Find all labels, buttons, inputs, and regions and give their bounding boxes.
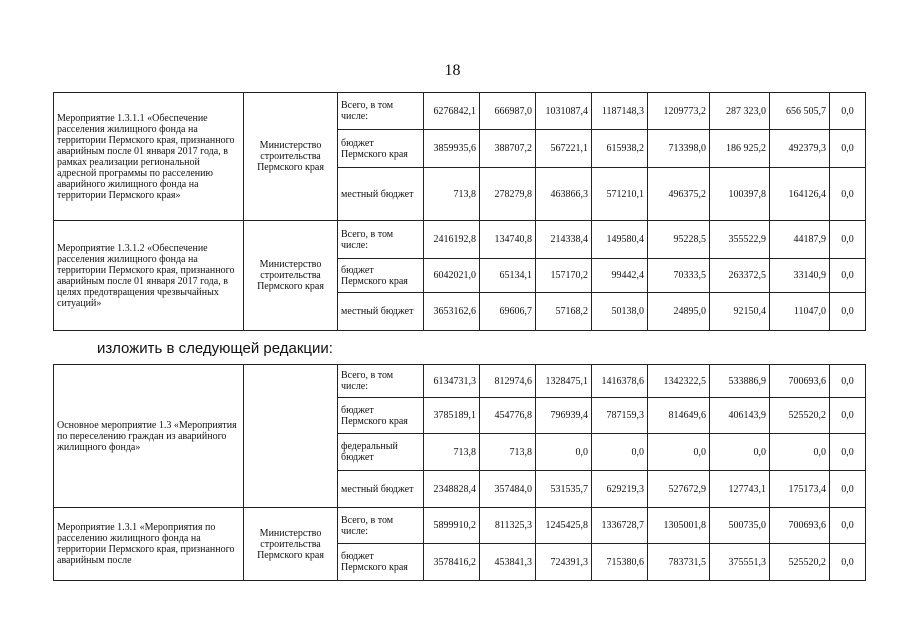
amount-cell: 2416192,8: [424, 221, 480, 259]
funding-source-cell: бюджет Пермского края: [338, 398, 424, 434]
amount-cell: 6276842,1: [424, 93, 480, 130]
executor-cell: Министерство строительства Пермского края: [244, 221, 338, 331]
amount-cell: 1305001,8: [648, 508, 710, 544]
executor-cell: Министерство строительства Пермского края: [244, 93, 338, 221]
amount-cell: 787159,3: [592, 398, 648, 434]
amount-cell: 1209773,2: [648, 93, 710, 130]
amount-cell: 0,0: [830, 365, 866, 398]
amount-cell: 533886,9: [710, 365, 770, 398]
amount-cell: 186 925,2: [710, 130, 770, 168]
funding-source-cell: местный бюджет: [338, 293, 424, 331]
amount-cell: 0,0: [830, 398, 866, 434]
amount-cell: 1416378,6: [592, 365, 648, 398]
amount-cell: 713,8: [424, 434, 480, 471]
executor-cell: [244, 365, 338, 508]
amount-cell: 796939,4: [536, 398, 592, 434]
amount-cell: 0,0: [830, 130, 866, 168]
amount-cell: 134740,8: [480, 221, 536, 259]
section-caption: изложить в следующей редакции:: [97, 340, 333, 357]
amount-cell: 287 323,0: [710, 93, 770, 130]
funding-source-cell: Всего, в том числе:: [338, 221, 424, 259]
amount-cell: 175173,4: [770, 471, 830, 508]
budget-table-new: [53, 364, 866, 581]
page-number: 18: [444, 62, 461, 79]
amount-cell: 375551,3: [710, 544, 770, 581]
amount-cell: 0,0: [710, 434, 770, 471]
amount-cell: 0,0: [830, 293, 866, 331]
funding-source-cell: бюджет Пермского края: [338, 130, 424, 168]
amount-cell: 783731,5: [648, 544, 710, 581]
amount-cell: 1031087,4: [536, 93, 592, 130]
amount-cell: 3785189,1: [424, 398, 480, 434]
activity-description: Мероприятие 1.3.1 «Мероприятия по расселению жилищного фонда на территории Пермского края, признанного аварийным после: [54, 508, 244, 581]
amount-cell: 0,0: [830, 508, 866, 544]
amount-cell: 1336728,7: [592, 508, 648, 544]
amount-cell: 5899910,2: [424, 508, 480, 544]
table-row: [54, 365, 866, 398]
funding-source-cell: федеральный бюджет: [338, 434, 424, 471]
table-row: [54, 508, 866, 544]
amount-cell: 92150,4: [710, 293, 770, 331]
amount-cell: 357484,0: [480, 471, 536, 508]
amount-cell: 724391,3: [536, 544, 592, 581]
amount-cell: 453841,3: [480, 544, 536, 581]
funding-source-cell: Всего, в том числе:: [338, 93, 424, 130]
amount-cell: 24895,0: [648, 293, 710, 331]
funding-source-cell: местный бюджет: [338, 471, 424, 508]
table-row: [54, 221, 866, 259]
amount-cell: 0,0: [830, 544, 866, 581]
amount-cell: 278279,8: [480, 168, 536, 221]
amount-cell: 263372,5: [710, 259, 770, 293]
amount-cell: 715380,6: [592, 544, 648, 581]
amount-cell: 713,8: [480, 434, 536, 471]
amount-cell: 157170,2: [536, 259, 592, 293]
budget-table-old: [53, 92, 866, 331]
executor-cell: Министерство строительства Пермского края: [244, 508, 338, 581]
amount-cell: 812974,6: [480, 365, 536, 398]
amount-cell: 492379,3: [770, 130, 830, 168]
funding-source-cell: Всего, в том числе:: [338, 365, 424, 398]
amount-cell: 33140,9: [770, 259, 830, 293]
amount-cell: 0,0: [770, 434, 830, 471]
funding-source-cell: Всего, в том числе:: [338, 508, 424, 544]
amount-cell: 656 505,7: [770, 93, 830, 130]
amount-cell: 11047,0: [770, 293, 830, 331]
amount-cell: 567221,1: [536, 130, 592, 168]
amount-cell: 571210,1: [592, 168, 648, 221]
amount-cell: 50138,0: [592, 293, 648, 331]
amount-cell: 100397,8: [710, 168, 770, 221]
amount-cell: 531535,7: [536, 471, 592, 508]
activity-description: Основное мероприятие 1.3 «Мероприятия по переселению граждан из аварийного жилищного фонда»: [54, 365, 244, 508]
amount-cell: 1342322,5: [648, 365, 710, 398]
amount-cell: 615938,2: [592, 130, 648, 168]
amount-cell: 463866,3: [536, 168, 592, 221]
amount-cell: 70333,5: [648, 259, 710, 293]
amount-cell: 3859935,6: [424, 130, 480, 168]
amount-cell: 0,0: [648, 434, 710, 471]
amount-cell: 6134731,3: [424, 365, 480, 398]
amount-cell: 149580,4: [592, 221, 648, 259]
amount-cell: 500735,0: [710, 508, 770, 544]
amount-cell: 814649,6: [648, 398, 710, 434]
amount-cell: 0,0: [830, 168, 866, 221]
amount-cell: 0,0: [830, 93, 866, 130]
amount-cell: 454776,8: [480, 398, 536, 434]
funding-source-cell: местный бюджет: [338, 168, 424, 221]
amount-cell: 0,0: [830, 471, 866, 508]
amount-cell: 525520,2: [770, 544, 830, 581]
amount-cell: 406143,9: [710, 398, 770, 434]
amount-cell: 3578416,2: [424, 544, 480, 581]
amount-cell: 1187148,3: [592, 93, 648, 130]
amount-cell: 527672,9: [648, 471, 710, 508]
funding-source-cell: бюджет Пермского края: [338, 544, 424, 581]
amount-cell: 3653162,6: [424, 293, 480, 331]
amount-cell: 65134,1: [480, 259, 536, 293]
table-row: [54, 93, 866, 130]
amount-cell: 700693,6: [770, 365, 830, 398]
amount-cell: 6042021,0: [424, 259, 480, 293]
amount-cell: 0,0: [830, 259, 866, 293]
amount-cell: 214338,4: [536, 221, 592, 259]
amount-cell: 2348828,4: [424, 471, 480, 508]
amount-cell: 0,0: [830, 434, 866, 471]
funding-source-cell: бюджет Пермского края: [338, 259, 424, 293]
amount-cell: 95228,5: [648, 221, 710, 259]
amount-cell: 713398,0: [648, 130, 710, 168]
amount-cell: 99442,4: [592, 259, 648, 293]
amount-cell: 525520,2: [770, 398, 830, 434]
amount-cell: 69606,7: [480, 293, 536, 331]
amount-cell: 0,0: [536, 434, 592, 471]
amount-cell: 0,0: [830, 221, 866, 259]
amount-cell: 700693,6: [770, 508, 830, 544]
amount-cell: 629219,3: [592, 471, 648, 508]
amount-cell: 44187,9: [770, 221, 830, 259]
amount-cell: 713,8: [424, 168, 480, 221]
amount-cell: 127743,1: [710, 471, 770, 508]
amount-cell: 388707,2: [480, 130, 536, 168]
amount-cell: 666987,0: [480, 93, 536, 130]
amount-cell: 0,0: [592, 434, 648, 471]
amount-cell: 57168,2: [536, 293, 592, 331]
amount-cell: 496375,2: [648, 168, 710, 221]
amount-cell: 355522,9: [710, 221, 770, 259]
activity-description: Мероприятие 1.3.1.1 «Обеспечение расселения жилищного фонда на территории Пермского края, признанного аварийным после 01 января 2017 года, в рамках реализации региональной адресной программы по расселению аварийного жилищного фонда на территории Пермского края»: [54, 93, 244, 221]
amount-cell: 1245425,8: [536, 508, 592, 544]
amount-cell: 164126,4: [770, 168, 830, 221]
amount-cell: 811325,3: [480, 508, 536, 544]
activity-description: Мероприятие 1.3.1.2 «Обеспечение расселения жилищного фонда на территории Пермского края, признанного аварийным после 01 января 2017 года, в целях предотвращения чрезвычайных ситуаций»: [54, 221, 244, 331]
amount-cell: 1328475,1: [536, 365, 592, 398]
